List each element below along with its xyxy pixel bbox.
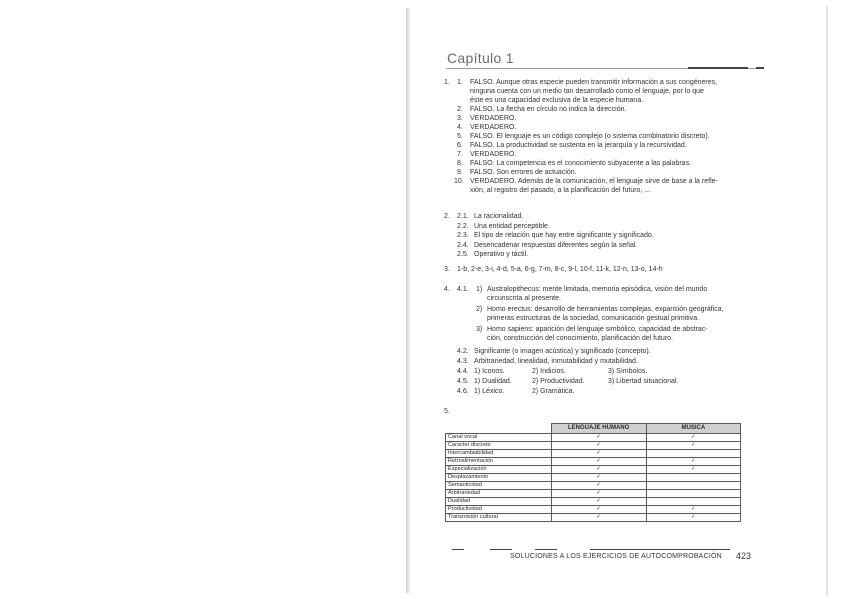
question-3-answer: 1-b, 2-e, 3-i, 4-d, 5-a, 6-g, 7-m, 8-c, 9-l, 10-f, 11-k, 12-n, 13-o, 14-h	[457, 266, 663, 273]
item-answer-line: FALSO. La competencia es el conocimiento subyacente a las palabras.	[470, 160, 692, 167]
check-icon: ✓	[646, 434, 740, 442]
table-row	[446, 506, 741, 514]
table-row	[446, 514, 741, 522]
item-answer-option: 2) Indicios.	[532, 368, 566, 375]
table-row	[446, 458, 741, 466]
book-gutter-shadow	[406, 8, 411, 593]
item-answer: Significante (o imagen acústica) y significado (concepto).	[474, 348, 651, 355]
item-number: 5.	[457, 133, 463, 140]
item-answer-line: VERDADERO.	[470, 115, 517, 122]
check-icon: ✓	[646, 506, 740, 514]
check-icon: ✓	[551, 514, 646, 522]
item-answer-line: VERDADERO. Además de la comunicación, el lenguaje sirve de base a la refle-	[470, 178, 718, 185]
check-icon: ✓	[551, 458, 646, 466]
feature-label: Especialización	[446, 466, 552, 474]
item-answer-line: ninguna cuenta con un medio tan desarrollado como el lenguaje, por lo que	[470, 88, 704, 95]
table-row	[446, 474, 741, 482]
item-number: 7.	[457, 151, 463, 158]
sub-item-answer-line: Australopithecus: mente limitada, memoria episódica, visión del mundo	[487, 286, 708, 293]
item-number: 3.	[457, 115, 463, 122]
feature-label: Semanticidad	[446, 482, 552, 490]
item-answer: La racionalidad.	[474, 213, 524, 220]
table-row	[446, 466, 741, 474]
table-body	[446, 434, 741, 522]
item-answer-line: FALSO. Aunque otras especie pueden transmitir información a sus congéneres,	[470, 79, 718, 86]
question-number: 2.	[444, 213, 450, 220]
check-icon: ✓	[646, 458, 740, 466]
item-answer-line: FALSO. La flecha en círculo no indica la dirección.	[470, 106, 627, 113]
check-icon: ✓	[551, 498, 646, 506]
table-header-row	[446, 424, 741, 434]
check-icon: ✓	[551, 490, 646, 498]
item-number: 4.4.	[457, 368, 469, 375]
feature-label: Desplazamiento	[446, 474, 552, 482]
question-number: 5.	[444, 408, 450, 415]
check-icon: ✓	[551, 482, 646, 490]
footer-running-head: SOLUCIONES A LOS EJERCICIOS DE AUTOCOMPROBACIÓN	[510, 553, 722, 560]
features-table	[445, 423, 741, 522]
item-number: 10.	[454, 178, 464, 185]
item-answer-option: 3) Símbolos.	[608, 368, 648, 375]
empty-cell	[646, 498, 740, 506]
question-number: 3.	[444, 266, 450, 273]
check-icon: ✓	[646, 466, 740, 474]
footer-rule	[535, 549, 557, 550]
footer-rule	[490, 549, 512, 550]
item-answer-option: 1) Dualidad.	[474, 378, 512, 385]
item-answer-option: 2) Gramática.	[532, 388, 575, 395]
check-icon: ✓	[551, 506, 646, 514]
item-answer-option: 2) Productividad.	[532, 378, 585, 385]
empty-cell	[646, 482, 740, 490]
sub-item-answer-line: Homo sapiens: aparición del lenguaje simbólico, capacidad de abstrac-	[487, 326, 708, 333]
item-number: 2.3.	[457, 232, 469, 240]
footer-rule	[452, 549, 464, 550]
footer-rule	[590, 549, 730, 550]
sub-item-answer-line: ción, construcción del conocimiento, planificación del futuro.	[487, 335, 673, 342]
item-number: 2.2.	[457, 222, 469, 230]
feature-label: Intercambiabilidad	[446, 450, 552, 458]
chapter-title: Capítulo 1	[447, 50, 514, 66]
item-number: 4.	[457, 124, 463, 131]
check-icon: ✓	[551, 442, 646, 450]
feature-label: Carácter discreto	[446, 442, 552, 450]
feature-label: Transmisión cultural	[446, 514, 552, 522]
feature-label: Canal vocal	[446, 434, 552, 442]
table-row	[446, 482, 741, 490]
check-icon: ✓	[551, 466, 646, 474]
empty-cell	[646, 474, 740, 482]
table-row	[446, 490, 741, 498]
table-header-blank	[446, 424, 552, 434]
page-edge	[826, 6, 828, 596]
empty-cell	[646, 490, 740, 498]
item-answer-line: FALSO. La productividad se sustenta en la jerarquía y la recursividad.	[470, 142, 687, 149]
item-number: 2.	[457, 106, 463, 113]
item-number: 2.4.	[457, 241, 469, 249]
table-row	[446, 450, 741, 458]
item-answer-line: FALSO. El lenguaje es un código complejo (o sistema combinatorio discreto).	[470, 133, 710, 140]
feature-label: Productividad	[446, 506, 552, 514]
item-answer: Una entidad perceptible.	[474, 222, 550, 230]
chapter-rule-dash	[688, 67, 748, 69]
item-answer: El tipo de relación que hay entre significante y significado.	[474, 232, 654, 240]
table-header-human-language: LENGUAJE HUMANO	[551, 424, 646, 434]
table-row	[446, 442, 741, 450]
empty-cell	[646, 450, 740, 458]
book-page	[440, 40, 770, 585]
item-number: 4.1.	[457, 286, 469, 293]
question-number: 1.	[444, 79, 450, 86]
check-icon: ✓	[646, 514, 740, 522]
item-number: 8.	[457, 160, 463, 167]
item-answer-option: 3) Libertad situacional.	[608, 378, 679, 385]
table-row	[446, 498, 741, 506]
sub-item-number: 3)	[476, 326, 483, 333]
sub-item-answer-line: Homo erectus: desarrollo de herramientas complejas, expansión geográfica,	[487, 306, 724, 313]
sub-item-number: 1)	[476, 286, 483, 293]
feature-label: Dualidad	[446, 498, 552, 506]
check-icon: ✓	[551, 434, 646, 442]
item-number: 2.5.	[457, 251, 469, 259]
table-row	[446, 434, 741, 442]
item-answer: Desencadenar respuestas diferentes según la señal.	[474, 241, 638, 249]
sub-item-answer-line: circunscrita al presente.	[487, 295, 561, 302]
item-number: 4.2.	[457, 348, 469, 355]
check-icon: ✓	[551, 450, 646, 458]
item-number: 1.	[457, 79, 463, 86]
item-answer-option: 1) Iconos.	[474, 368, 505, 375]
item-number: 4.5.	[457, 378, 469, 385]
check-icon: ✓	[646, 442, 740, 450]
feature-label: Arbitrariedad	[446, 490, 552, 498]
sub-item-answer-line: primeras estructuras de la sociedad, comunicación gestual primitiva.	[487, 315, 700, 322]
item-answer-line: éste es una capacidad exclusiva de la especie humana.	[470, 97, 644, 104]
item-answer-line: VERDADERO.	[470, 151, 517, 158]
sub-item-number: 2)	[476, 306, 483, 313]
chapter-rule-dash	[756, 67, 764, 69]
item-answer-line: FALSO. Son errores de actuación.	[470, 169, 577, 176]
item-answer: Arbitrariedad, linealidad, inmutabilidad y mutabilidad.	[474, 358, 638, 365]
question-number: 4.	[444, 286, 450, 293]
item-answer-option: 1) Léxico.	[474, 388, 505, 395]
page-number: 423	[736, 551, 752, 561]
item-number: 4.6.	[457, 388, 469, 395]
item-answer-line: xión, al registro del pasado, a la planificación del futuro, ...	[470, 187, 651, 194]
check-icon: ✓	[551, 474, 646, 482]
feature-label: Retroalimentación	[446, 458, 552, 466]
table-header-music: MÚSICA	[646, 424, 740, 434]
item-number: 2.1.	[457, 213, 469, 220]
item-answer: Operativo y táctil.	[474, 251, 529, 259]
item-number: 4.3.	[457, 358, 469, 365]
item-number: 6.	[457, 142, 463, 149]
item-answer-line: VERDADERO.	[470, 124, 517, 131]
item-number: 9.	[457, 169, 463, 176]
